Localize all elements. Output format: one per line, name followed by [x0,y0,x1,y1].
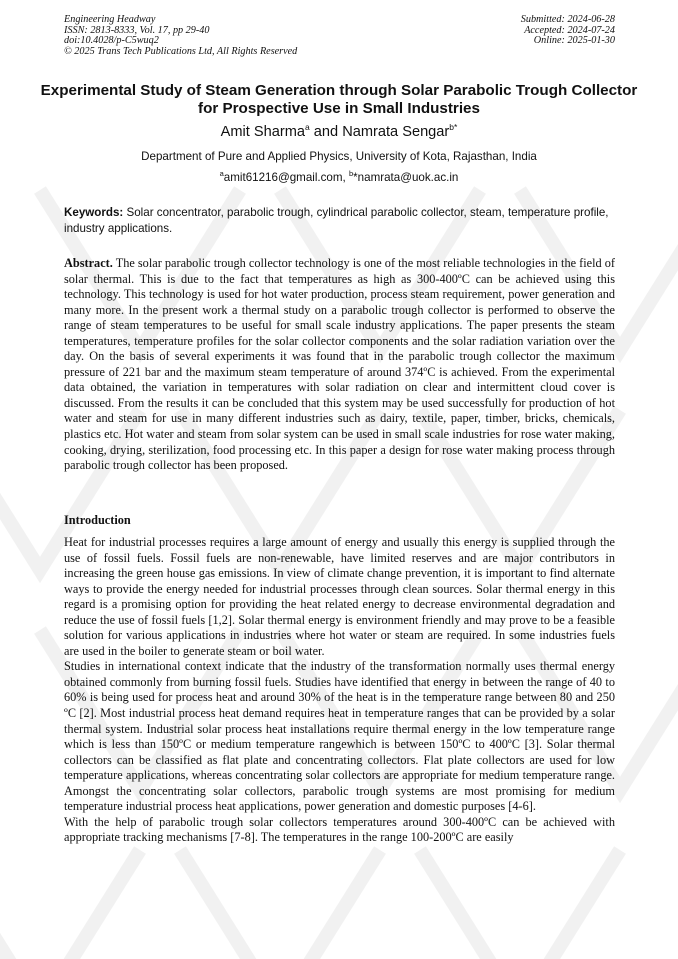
section-heading-introduction: Introduction [64,513,131,527]
keywords [64,205,616,236]
author-email-link[interactable]: amit61216@gmail.com, [223,171,349,184]
abstract-text: The solar parabolic trough collector technology is one of the most reliable technologies in the field of solar thermal. This is due to the fact that temperatures as high as 300-400ºC can be achieved using this technology. This technology is used for hot water production, process steam requirement, power generation and many more. In the present work a thermal study on a parabolic trough collector is performed to observe the range of steam temperatures to be useful for small scale industry applications. The paper presents the steam temperatures, temperature profiles for the solar collector components and the solar radiation variation over the day. On the basis of several experiments it was found that in the parabolic trough collector the maximum pressure of 221 bar and the maximum steam temperature of around 374ºC is achieved. From the experimental data obtained, the variation in temperatures with solar radiation on clear and intermittent cloud cover is discussed. From the results it can be concluded that this system may be used successfully for production of hot water and steam for use in many different industries such as dairy, textile, paper, timber, bricks, chemicals, plastics etc. Hot water and steam from solar system can be used in small scale industries for rose water making, cooking, drying, sterilization, food processing etc. In this paper a design for rose water making process through parabolic trough collector has been proposed. [64,256,615,473]
journal-name: Engineering Headway [64,14,156,25]
journal-doi[interactable]: doi:10.4028/p-C5wuq2 [64,35,159,47]
accepted-date: Accepted: 2024-07-24 [524,24,615,36]
online-date: Online: 2025-01-30 [533,35,615,47]
paper-title: Experimental Study of Steam Generation through Solar Parabolic Trough Collector for Prospective Use in Small Industries [40,82,638,117]
author-line [40,123,638,141]
body-paragraph: With the help of parabolic trough solar collectors temperatures around 300-400ºC can be achieved with appropriate tracking mechanisms [7-8]. The temperatures in the range 100-200ºC are easily [64,814,615,845]
author-name: Amit Sharma [220,124,305,140]
email-mark: a [219,169,224,178]
journal-header-left [64,15,297,57]
introduction-body [64,535,615,846]
abstract-label: Abstract. [64,256,113,270]
body-paragraph: Heat for industrial processes requires a large amount of energy and usually this energy is supplied through the use of fossil fuels. Fossil fuels are non-renewable, have limited reserves and are major contributors in increasing the green house gas emissions. In view of climate change prevention, it is important to find alternate ways to provide the energy needed for industrial processes through clean sources. Solar thermal energy in this regard is a promising option for providing the heat related energy to decrease environmental degradation and reduce the use of fossil fuels [1,2]. Solar thermal energy is environment friendly and may prove to be a feasible solution for various applications in industries where hot water or steam are required. In some industries fuels are used in the boiler to generate steam or boil water. [64,535,615,658]
author-name: Namrata Sengar [342,124,450,140]
abstract [64,256,615,474]
author-conjunction: and [309,124,343,140]
keywords-text: Solar concentrator, parabolic trough, cylindrical parabolic collector, steam, temperature profile, industry applications. [64,206,609,235]
journal-issn: ISSN: 2813-8333, Vol. 17, pp 29-40 [64,24,210,36]
body-paragraph: Studies in international context indicate that the industry of the transformation normally uses thermal energy obtained commonly from burning fossil fuels. Studies have identified that energy in between the range of 40 to 60% is being used for process heat and around 30% of the heat is in the temperature range between 80 and 250 ºC [2]. Most industrial process heat demand requires heat in temperature ranges that can be provided by a solar thermal system. Industrial solar process heat installations require thermal energy in the low temperature range which is less than 150ºC or medium temperature rangewhich is between 150ºC to 400ºC [3]. Solar thermal collectors can be classified as flat plate and concentrating collectors. Flat plate collectors are used for low temperature applications, whereas concentrating solar collectors are appropriate for medium temperature range. Amongst the concentrating solar collectors, parabolic trough systems are most promising for medium temperature industrial process heat applications, power generation and domestic purposes [4-6]. [64,659,615,814]
affiliation: Department of Pure and Applied Physics, University of Kota, Rajasthan, India [141,150,537,163]
submitted-date: Submitted: 2024-06-28 [520,14,615,25]
author-affiliation-mark: a [305,122,310,132]
journal-header-right [521,15,615,47]
keywords-label: Keywords: [64,206,124,219]
journal-copyright: © 2025 Trans Tech Publications Ltd, All Rights Reserved [64,45,298,57]
email-mark: b [348,169,354,178]
author-email-link[interactable]: *namrata@uok.ac.in [353,171,459,184]
author-emails [40,170,638,185]
author-affiliation-mark: b* [449,122,458,132]
